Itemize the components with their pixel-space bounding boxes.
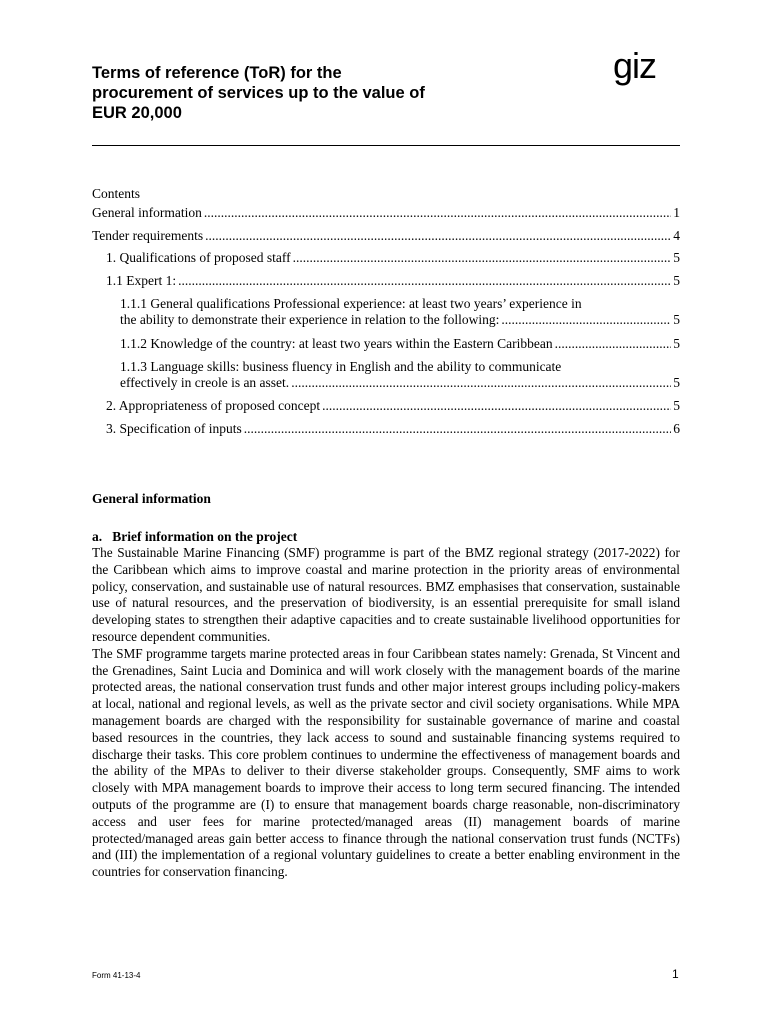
toc-page-number: 5 <box>673 336 680 351</box>
toc-leader <box>322 398 671 414</box>
toc-entry-label: 3. Specification of inputs <box>106 421 242 436</box>
toc-entry-general-information[interactable] <box>92 205 680 221</box>
body-paragraph: The SMF programme targets marine protected areas in four Caribbean states namely: Grenada, St Vincent and the Grenadines, Saint Lucia and Dominica and will work closely with the management boards of the marine protected areas, the national conservation trust funds and other major interest groups including policy-makers at local, national and regional levels, as well as the private sector and civil society organisations. While MPA management boards are charged with the responsibility for sustainable governance of marine and coastal based resources in the countries, they lack access to sound and sustainable financing systems required to discharge their tasks. This core problem continues to undermine the effectiveness of management boards and the ability of the MPAs to deliver to their diverse stakeholder groups. Consequently, SMF aims to work closely with MPA management boards to improve their access to long term secured financing. The intended outputs of the programme are (I) to ensure that management boards charge reasonable, non-discriminatory access and user fees for marine protected/managed areas (II) management boards of marine protected/managed areas gain better access to finance through the national conservation trust funds (NCTFs) and (III) the implementation of a regional voluntary guidelines to create a better enabling environment in the countries for conservation financing. <box>92 645 680 880</box>
toc-page-number: 5 <box>673 250 680 265</box>
toc-leader <box>555 336 672 352</box>
header-divider <box>92 145 680 146</box>
toc-leader <box>501 312 671 328</box>
toc-entry-label: General information <box>92 205 202 220</box>
toc-entry-label: 1.1.2 Knowledge of the country: at least two years within the Eastern Caribbean <box>120 336 553 351</box>
toc-heading: Contents <box>92 186 141 201</box>
toc-page-number: 5 <box>673 398 680 413</box>
toc-leader <box>204 205 671 221</box>
toc-page-number: 4 <box>673 228 680 243</box>
toc-entry-label: 1.1.1 General qualifications Professional experience: at least two years’ experience in <box>120 296 582 311</box>
toc-entry-label: 1.1 Expert 1: <box>106 273 177 288</box>
toc-page-number: 5 <box>673 312 680 327</box>
giz-logo: giz <box>613 45 657 86</box>
toc-entry-knowledge-of-country[interactable] <box>120 336 680 352</box>
toc-entry-label: effectively in creole is an asset. <box>120 375 290 390</box>
toc-entry-qualifications[interactable] <box>106 250 680 266</box>
body-paragraph: The Sustainable Marine Financing (SMF) programme is part of the BMZ regional strategy (2017-2022) for the Caribbean which aims to improve coastal and marine protection in the priority areas of environmental policy, conservation, and sustainable use of natural resources. BMZ emphasises that conservation, sustainable use of natural resources, and the preservation of biodiversity, is an essential prerequisite for small island developing states to strengthen their adaptive capacities and to create sustainable livelihood opportunities for resource dependent communities. <box>92 545 680 644</box>
toc-leader <box>244 421 672 437</box>
title-line: procurement of services up to the value of <box>92 84 425 102</box>
form-id: Form 41-13-4 <box>92 971 141 980</box>
toc-entry-tender-requirements[interactable] <box>92 228 680 244</box>
title-line: EUR 20,000 <box>92 104 182 122</box>
toc-entry-label: the ability to demonstrate their experience in relation to the following: <box>120 312 500 327</box>
toc-leader <box>293 250 672 266</box>
section-heading: General information <box>92 491 211 506</box>
toc-entry-general-qualifications[interactable] <box>120 296 680 328</box>
toc-leader <box>205 228 671 244</box>
toc-page-number: 1 <box>673 205 680 220</box>
toc-page-number: 5 <box>673 273 680 288</box>
toc-entry-specification-of-inputs[interactable] <box>106 421 680 437</box>
section-body <box>92 545 680 881</box>
toc-leader <box>178 273 671 289</box>
toc-entry-language-skills[interactable] <box>120 359 680 391</box>
toc-entry-label: 1.1.3 Language skills: business fluency in English and the ability to communicate <box>120 359 562 374</box>
title-line: Terms of reference (ToR) for the <box>92 64 342 82</box>
toc-entry-label: 1. Qualifications of proposed staff <box>106 250 291 265</box>
section-subheading: a. Brief information on the project <box>92 529 298 544</box>
toc-page-number: 5 <box>673 375 680 390</box>
toc-entry-expert-1[interactable] <box>106 273 680 289</box>
toc-page-number: 6 <box>673 421 680 436</box>
toc-leader <box>291 375 671 391</box>
toc-entry-label: Tender requirements <box>92 228 204 243</box>
toc-entry-appropriateness[interactable] <box>106 398 680 414</box>
toc-entry-label: 2. Appropriateness of proposed concept <box>106 398 321 413</box>
page-number: 1 <box>672 967 679 981</box>
document-title <box>92 63 512 123</box>
